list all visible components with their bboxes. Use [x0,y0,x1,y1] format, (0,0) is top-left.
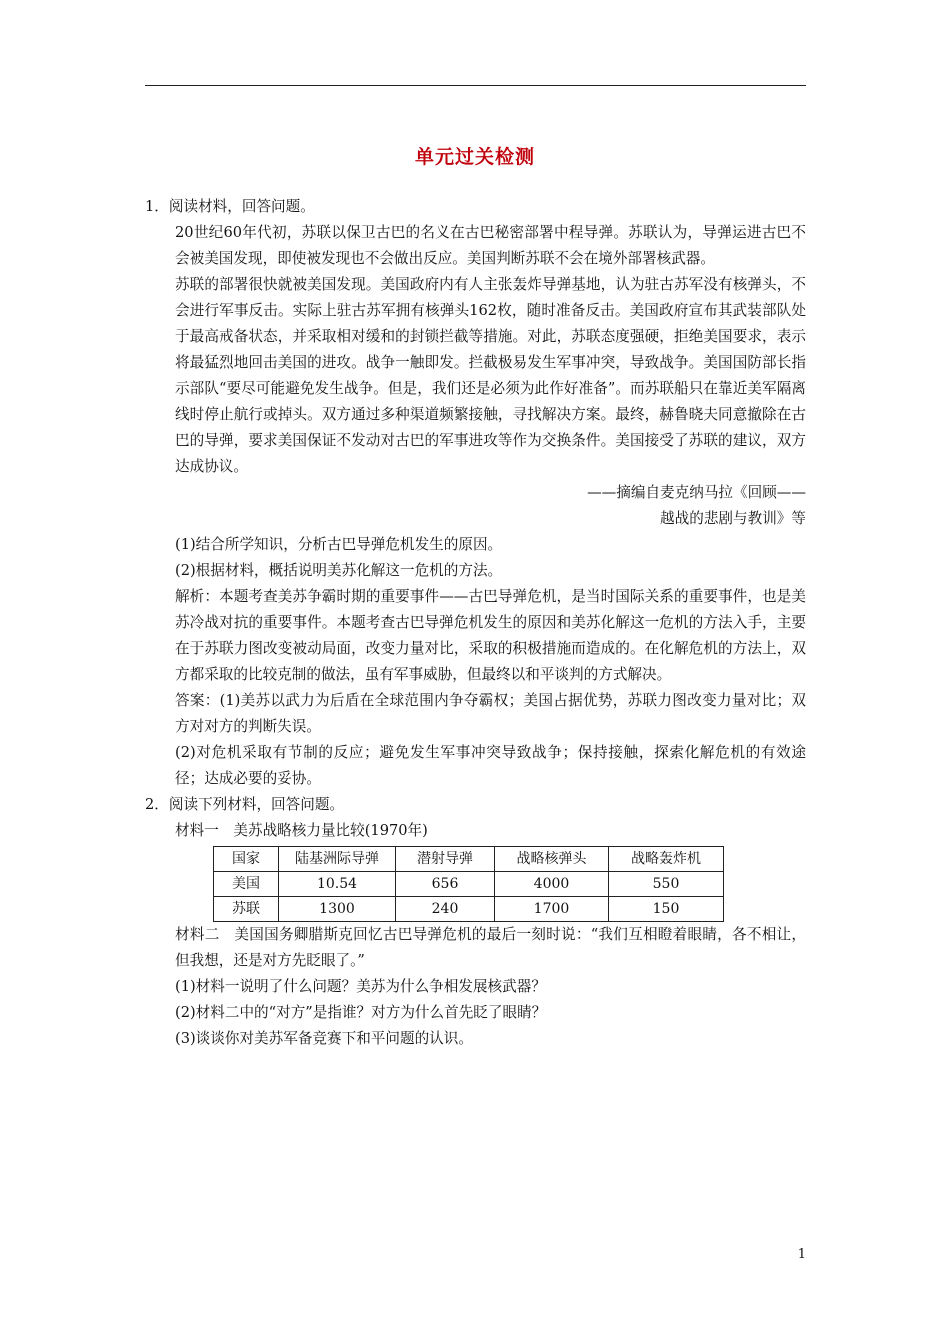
question-1-heading: 1．阅读材料，回答问题。 [145,198,315,215]
table-cell: 150 [609,897,724,922]
q1-material-paragraph-1: 20世纪60年代初，苏联以保卫古巴的名义在古巴秘密部署中程导弹。苏联认为，导弹运进古巴不会被美国发现，即使被发现也不会做出反应。美国判断苏联不会在境外部署核武器。 [175,224,806,267]
q1-subquestion-2: (2)根据材料，概括说明美苏化解这一危机的方法。 [175,562,503,579]
table-header-cell: 战略核弹头 [495,847,609,872]
q1-answer-1: 答案：(1)美苏以武力为后盾在全球范围内争夺霸权；美国占据优势，苏联力图改变力量对比；双方对对方的判断失误。 [175,692,806,735]
table-cell: 1700 [495,897,609,922]
table-header-cell: 陆基洲际导弹 [279,847,396,872]
q1-source-line-1: ——摘编自麦克纳马拉《回顾—— [587,484,806,501]
table-cell: 1300 [279,897,396,922]
q2-subquestion-3: (3)谈谈你对美苏军备竞赛下和平问题的认识。 [175,1030,473,1047]
table-cell: 美国 [214,872,279,897]
table-header-row [214,847,724,872]
q2-subquestion-1: (1)材料一说明了什么问题？美苏为什么争相发展核武器？ [175,978,546,995]
nuclear-force-comparison-table [213,846,724,922]
table-row [214,872,724,897]
table-header-cell: 潜射导弹 [396,847,495,872]
table-header-cell: 国家 [214,847,279,872]
q1-material-paragraph-2: 苏联的部署很快就被美国发现。美国政府内有人主张轰炸导弹基地，认为驻古苏军没有核弹头，不会进行军事反击。实际上驻古苏军拥有核弹头162枚，随时准备反击。美国政府宣布其武装部队处于最高戒备状态，并采取相对缓和的封锁拦截等措施。对此，苏联态度强硬，拒绝美国要求，表示将最猛烈地回击美国的进攻。战争一触即发。拦截极易发生军事冲突，导致战争。美国国防部长指示部队“要尽可能避免发生战争。但是，我们还是必须为此作好准备”。而苏联船只在靠近美军隔离线时停止航行或掉头。双方通过多种渠道频繁接触，寻找解决方案。最终，赫鲁晓夫同意撤除在古巴的导弹，要求美国保证不发动对古巴的军事进攻等作为交换条件。美国接受了苏联的建议，双方达成协议。 [175,276,806,475]
page-number: 1 [797,1247,806,1262]
q1-source-line-2: 越战的悲剧与教训》等 [660,510,806,527]
table-cell: 240 [396,897,495,922]
header-rule [145,85,806,86]
document-body [145,194,806,1052]
question-2-heading: 2．阅读下列材料，回答问题。 [145,796,345,813]
table-row [214,897,724,922]
q2-subquestion-2: (2)材料二中的“对方”是指谁？对方为什么首先眨了眼睛？ [175,1004,547,1021]
question-2-body [175,818,806,844]
table-cell: 苏联 [214,897,279,922]
q2-material-1-label: 材料一 美苏战略核力量比较(1970年) [175,822,428,839]
q1-analysis: 解析：本题考查美苏争霸时期的重要事件——古巴导弹危机，是当时国际关系的重要事件，也是美苏冷战对抗的重要事件。本题考查古巴导弹危机发生的原因和美苏化解这一危机的方法入手，主要在于苏联力图改变被动局面，改变力量对比，采取的积极措施而造成的。在化解危机的方法上，双方都采取的比较克制的做法，虽有军事威胁，但最终以和平谈判的方式解决。 [175,588,806,683]
q1-answer-2: (2)对危机采取有节制的反应；避免发生军事冲突导致战争；保持接触，探索化解危机的有效途径；达成必要的妥协。 [175,744,806,787]
question-2-body-continued [175,922,806,1052]
table-header-cell: 战略轰炸机 [609,847,724,872]
page-title: 单元过关检测 [414,146,535,168]
table-cell: 10.54 [279,872,396,897]
question-1-body [175,220,806,792]
q2-material-2: 材料二 美国国务卿腊斯克回忆古巴导弹危机的最后一刻时说：“我们互相瞪着眼睛，各不相让，但我想，还是对方先眨眼了。” [175,926,806,969]
q1-subquestion-1: (1)结合所学知识，分析古巴导弹危机发生的原因。 [175,536,503,553]
table-cell: 550 [609,872,724,897]
table-cell: 4000 [495,872,609,897]
table-cell: 656 [396,872,495,897]
